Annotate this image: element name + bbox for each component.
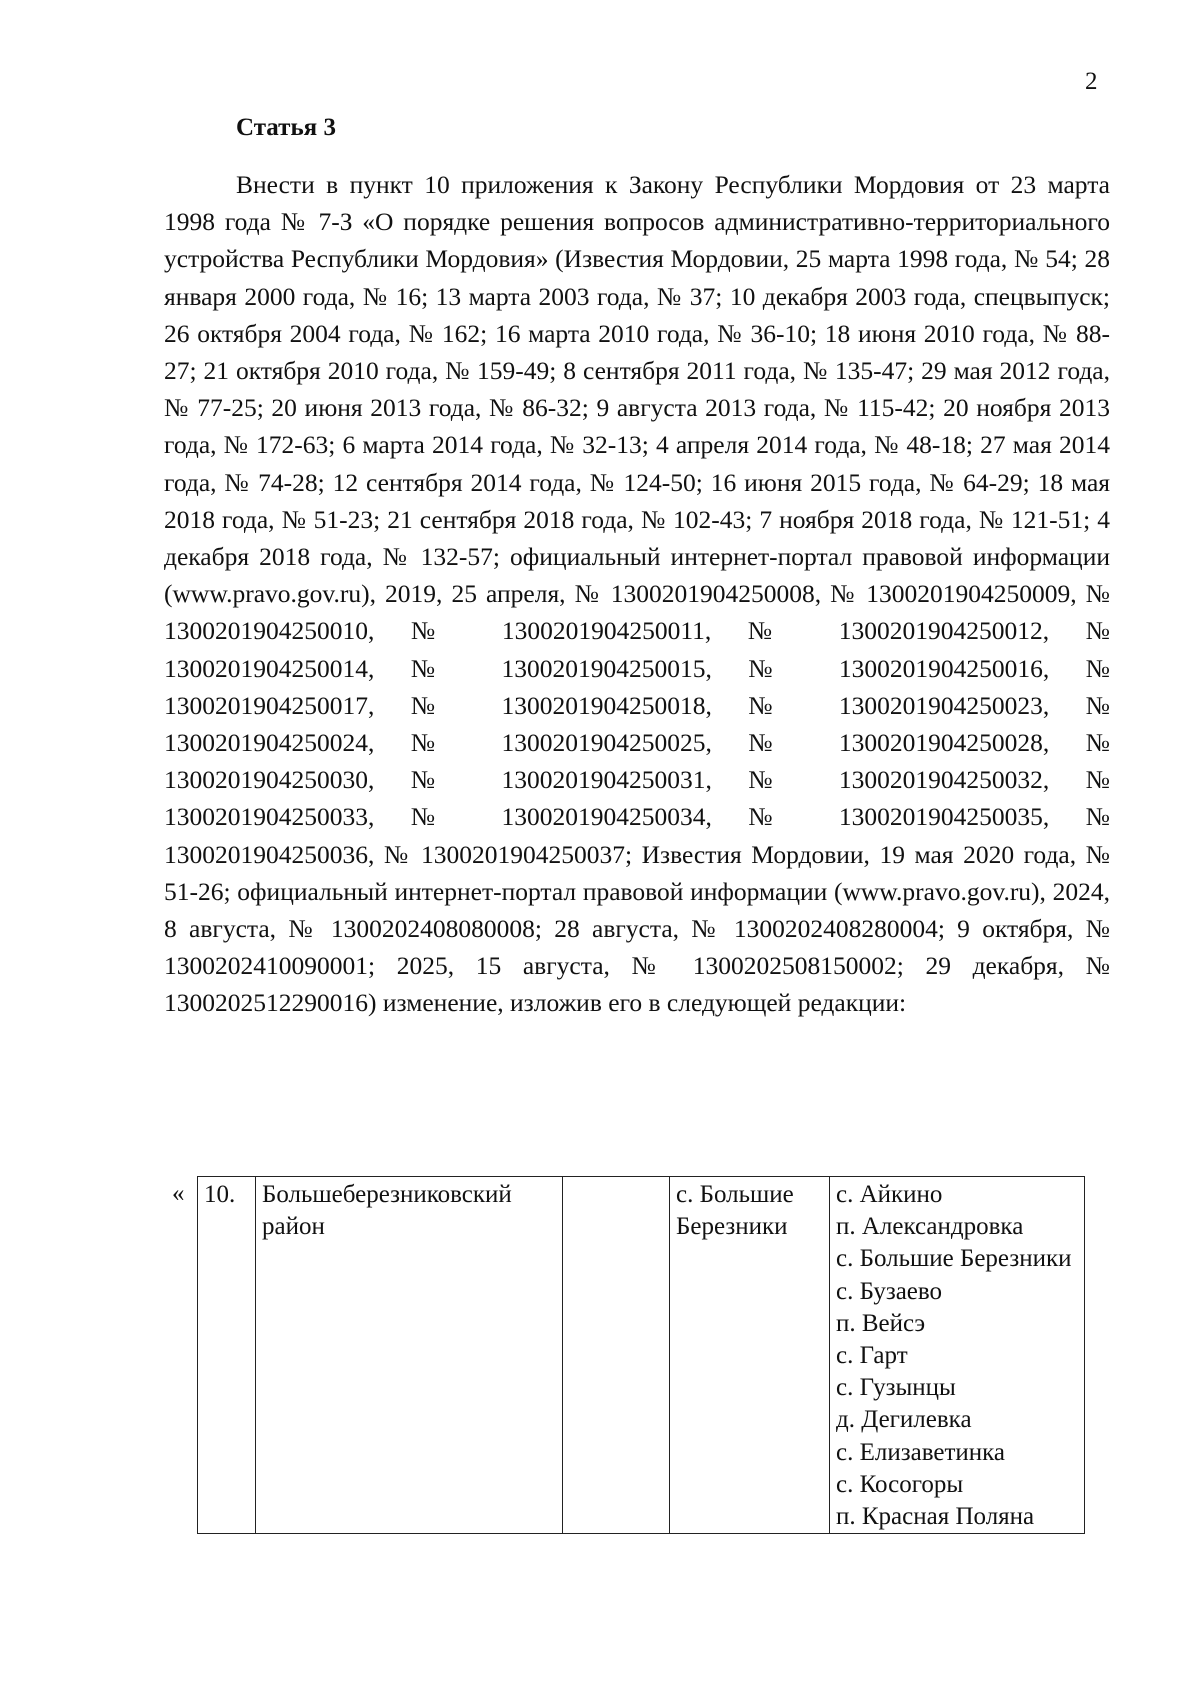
settlement-item: с. Айкино bbox=[836, 1181, 943, 1208]
settlement-item: с. Большие Березники bbox=[836, 1245, 1072, 1273]
empty-cell bbox=[563, 1177, 670, 1534]
settlement-item: п. Красная Поляна bbox=[836, 1503, 1035, 1531]
settlement-item: с. Косогоры bbox=[836, 1470, 964, 1498]
admin-center-cell: с. Большие Березники bbox=[670, 1177, 830, 1534]
row-number-cell: 10. bbox=[198, 1177, 256, 1534]
district-cell: Большеберезниковский район bbox=[256, 1177, 563, 1534]
settlement-item: п. Вейсэ bbox=[836, 1309, 926, 1337]
table-row bbox=[198, 1177, 1085, 1534]
settlement-item: с. Гарт bbox=[836, 1342, 908, 1370]
body-paragraph: Внести в пункт 10 приложения к Закону Республики Мордовия от 23 марта 1998 года № 7-З «О порядке решения вопросов административно-территориального устройства Республики Мордовия» (Известия Мордовии, 25 марта 1998 года, № 54; 28 января 2000 года, № 16; 13 марта 2003 года, № 37; 10 декабря 2003 года, спецвыпуск; 26 октября 2004 года, № 162; 16 марта 2010 года, № 36-10; 18 июня 2010 года, № 88-27; 21 октября 2010 года, № 159-49; 8 сентября 2011 года, № 135-47; 29 мая 2012 года, № 77-25; 20 июня 2013 года, № 86-32; 9 августа 2013 года, № 115-42; 20 ноября 2013 года, № 172-63; 6 марта 2014 года, № 32-13; 4 апреля 2014 года, № 48-18; 27 мая 2014 года, № 74-28; 12 сентября 2014 года, № 124-50; 16 июня 2015 года, № 64-29; 18 мая 2018 года, № 51-23; 21 сентября 2018 года, № 102-43; 7 ноября 2018 года, № 121-51; 4 декабря 2018 года, № 132-57; официальный интернет-портал правовой информации (www.pravo.gov.ru), 2019, 25 апреля, № 1300201904250008, № 1300201904250009, № 1300201904250010, № 1300201904250011, № 1300201904250012, № 1300201904250014, № 1300201904250015, № 1300201904250016, № 1300201904250017, № 1300201904250018, № 1300201904250023, № 1300201904250024, № 1300201904250025, № 1300201904250028, № 1300201904250030, № 1300201904250031, № 1300201904250032, № 1300201904250033, № 1300201904250034, № 1300201904250035, № 1300201904250036, № 1300201904250037; Известия Мордовии, 19 мая 2020 года, № 51-26; официальный интернет-портал правовой информации (www.pravo.gov.ru), 2024, 8 августа, № 1300202408080008; 28 августа, № 1300202408280004; 9 октября, № 1300202410090001; 2025, 15 августа, № 1300202508150002; 29 декабря, № 1300202512290016) изменение, изложив его в следующей редакции: bbox=[164, 170, 1110, 1018]
territory-table bbox=[197, 1176, 1085, 1534]
settlements-cell bbox=[830, 1177, 1085, 1534]
settlement-item: с. Елизаветинка bbox=[836, 1438, 1005, 1466]
page-number: 2 bbox=[1085, 68, 1098, 95]
settlement-item: д. Дегилевка bbox=[836, 1406, 972, 1434]
settlement-item: п. Александровка bbox=[836, 1213, 1024, 1241]
article-title: Статья 3 bbox=[236, 114, 336, 141]
settlement-list bbox=[836, 1179, 1078, 1533]
quote-open-mark: « bbox=[172, 1180, 185, 1207]
settlement-item: с. Бузаево bbox=[836, 1277, 943, 1305]
settlement-item: с. Гузынцы bbox=[836, 1374, 956, 1402]
